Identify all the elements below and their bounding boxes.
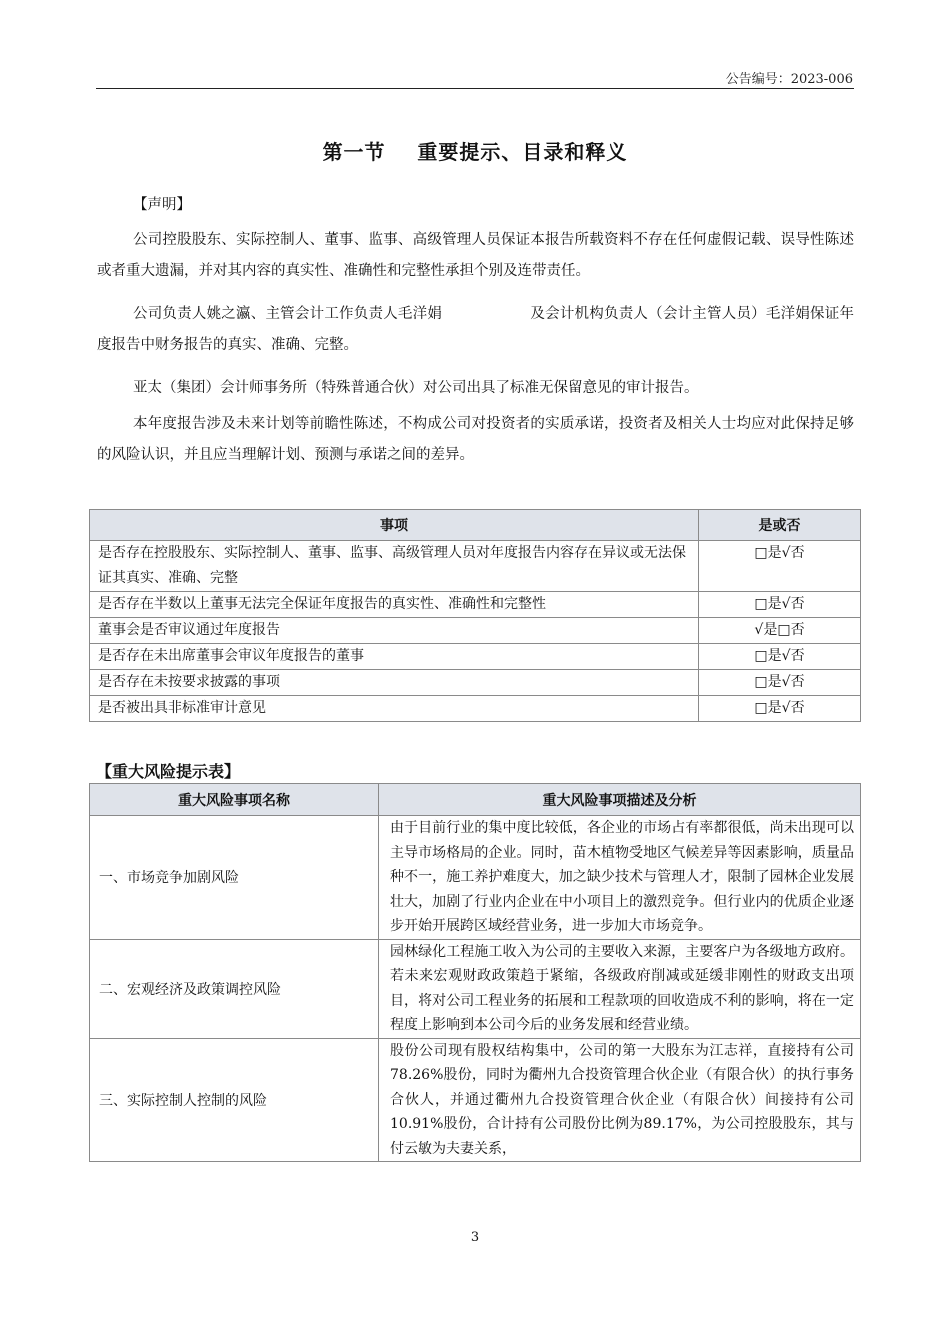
risk-description: 园林绿化工程施工收入为公司的主要收入来源，主要客户为各级地方政府。若未来宏观财政政策趋于紧缩，各级政府削减或延缓非刚性的财政支出项目，将对公司工程业务的拓展和工程款项的回收造成不利的影响，将在一定程度上影响到本公司今后的业务发展和经营业绩。 [379, 939, 861, 1038]
risk-table [89, 783, 861, 1162]
header-divider [96, 88, 854, 89]
table-row [90, 939, 861, 1038]
statement-paragraph: 亚太（集团）会计师事务所（特殊普通合伙）对公司出具了标准无保留意见的审计报告。 [133, 380, 699, 396]
matter-item: 是否存在半数以上董事无法完全保证年度报告的真实性、准确性和完整性 [90, 592, 699, 618]
table-header-row [90, 510, 861, 541]
table-header-row [90, 784, 861, 816]
matters-table [89, 509, 861, 722]
matter-answer: √是□否 [699, 618, 861, 644]
table-row [90, 670, 861, 696]
table-row [90, 618, 861, 644]
risk-description: 由于目前行业的集中度比较低，各企业的市场占有率都很低，尚未出现可以主导市场格局的企业。同时，苗木植物受地区气候差异等因素影响，质量品种不一，施工养护难度大，加之缺少技术与管理人才，限制了园林企业发展壮大，加剧了行业内企业在中小项目上的激烈竞争。但行业内的优质企业逐步开始开展跨区域经营业务，进一步加大市场竞争。 [379, 816, 861, 940]
table-row [90, 696, 861, 722]
risk-table-heading: 【重大风险提示表】 [96, 762, 241, 781]
column-header: 事项 [90, 510, 699, 541]
risk-description: 股份公司现有股权结构集中，公司的第一大股东为江志祥，直接持有公司 78.26%股份，同时为衢州九合投资管理合伙企业（有限合伙）的执行事务合伙人，并通过衢州九合投资管理合伙企业（有限合伙）间接持有公司 10.91%股份，合计持有公司股份比例为89.17%，为公司控股股东，其与付云敏为夫妻关系， [379, 1038, 861, 1162]
announcement-number: 公告编号：2023-006 [725, 72, 853, 87]
statement-paragraph: 公司负责人姚之瀛、主管会计工作负责人毛洋娟 及会计机构负责人（会计主管人员）毛洋娟保证年度报告中财务报告的真实、准确、完整。 [97, 306, 854, 353]
table-row [90, 1038, 861, 1162]
risk-name: 二、宏观经济及政策调控风险 [90, 939, 379, 1038]
matter-item: 是否存在未出席董事会审议年度报告的董事 [90, 644, 699, 670]
section-title: 第一节 重要提示、目录和释义 [322, 140, 628, 164]
column-header: 重大风险事项描述及分析 [379, 784, 861, 816]
risk-name: 三、实际控制人控制的风险 [90, 1038, 379, 1162]
table-row [90, 592, 861, 618]
matter-answer: □是√否 [699, 670, 861, 696]
table-row [90, 816, 861, 940]
statement-paragraph: 本年度报告涉及未来计划等前瞻性陈述，不构成公司对投资者的实质承诺，投资者及相关人士均应对此保持足够的风险认识，并且应当理解计划、预测与承诺之间的差异。 [97, 416, 854, 463]
matter-item: 是否被出具非标准审计意见 [90, 696, 699, 722]
statement-heading: 【声明】 [133, 197, 191, 213]
matter-answer: □是√否 [699, 592, 861, 618]
statement-paragraph: 公司控股股东、实际控制人、董事、监事、高级管理人员保证本报告所载资料不存在任何虚假记载、误导性陈述或者重大遗漏，并对其内容的真实性、准确性和完整性承担个别及连带责任。 [97, 232, 854, 279]
matter-answer: □是√否 [699, 644, 861, 670]
matter-answer: □是√否 [699, 541, 861, 592]
page-number: 3 [470, 1230, 480, 1245]
matter-item: 是否存在控股股东、实际控制人、董事、监事、高级管理人员对年度报告内容存在异议或无法保证其真实、准确、完整 [90, 541, 699, 592]
column-header: 是或否 [699, 510, 861, 541]
column-header: 重大风险事项名称 [90, 784, 379, 816]
table-row [90, 541, 861, 592]
matter-answer: □是√否 [699, 696, 861, 722]
table-row [90, 644, 861, 670]
matter-item: 董事会是否审议通过年度报告 [90, 618, 699, 644]
matter-item: 是否存在未按要求披露的事项 [90, 670, 699, 696]
risk-name: 一、市场竞争加剧风险 [90, 816, 379, 940]
